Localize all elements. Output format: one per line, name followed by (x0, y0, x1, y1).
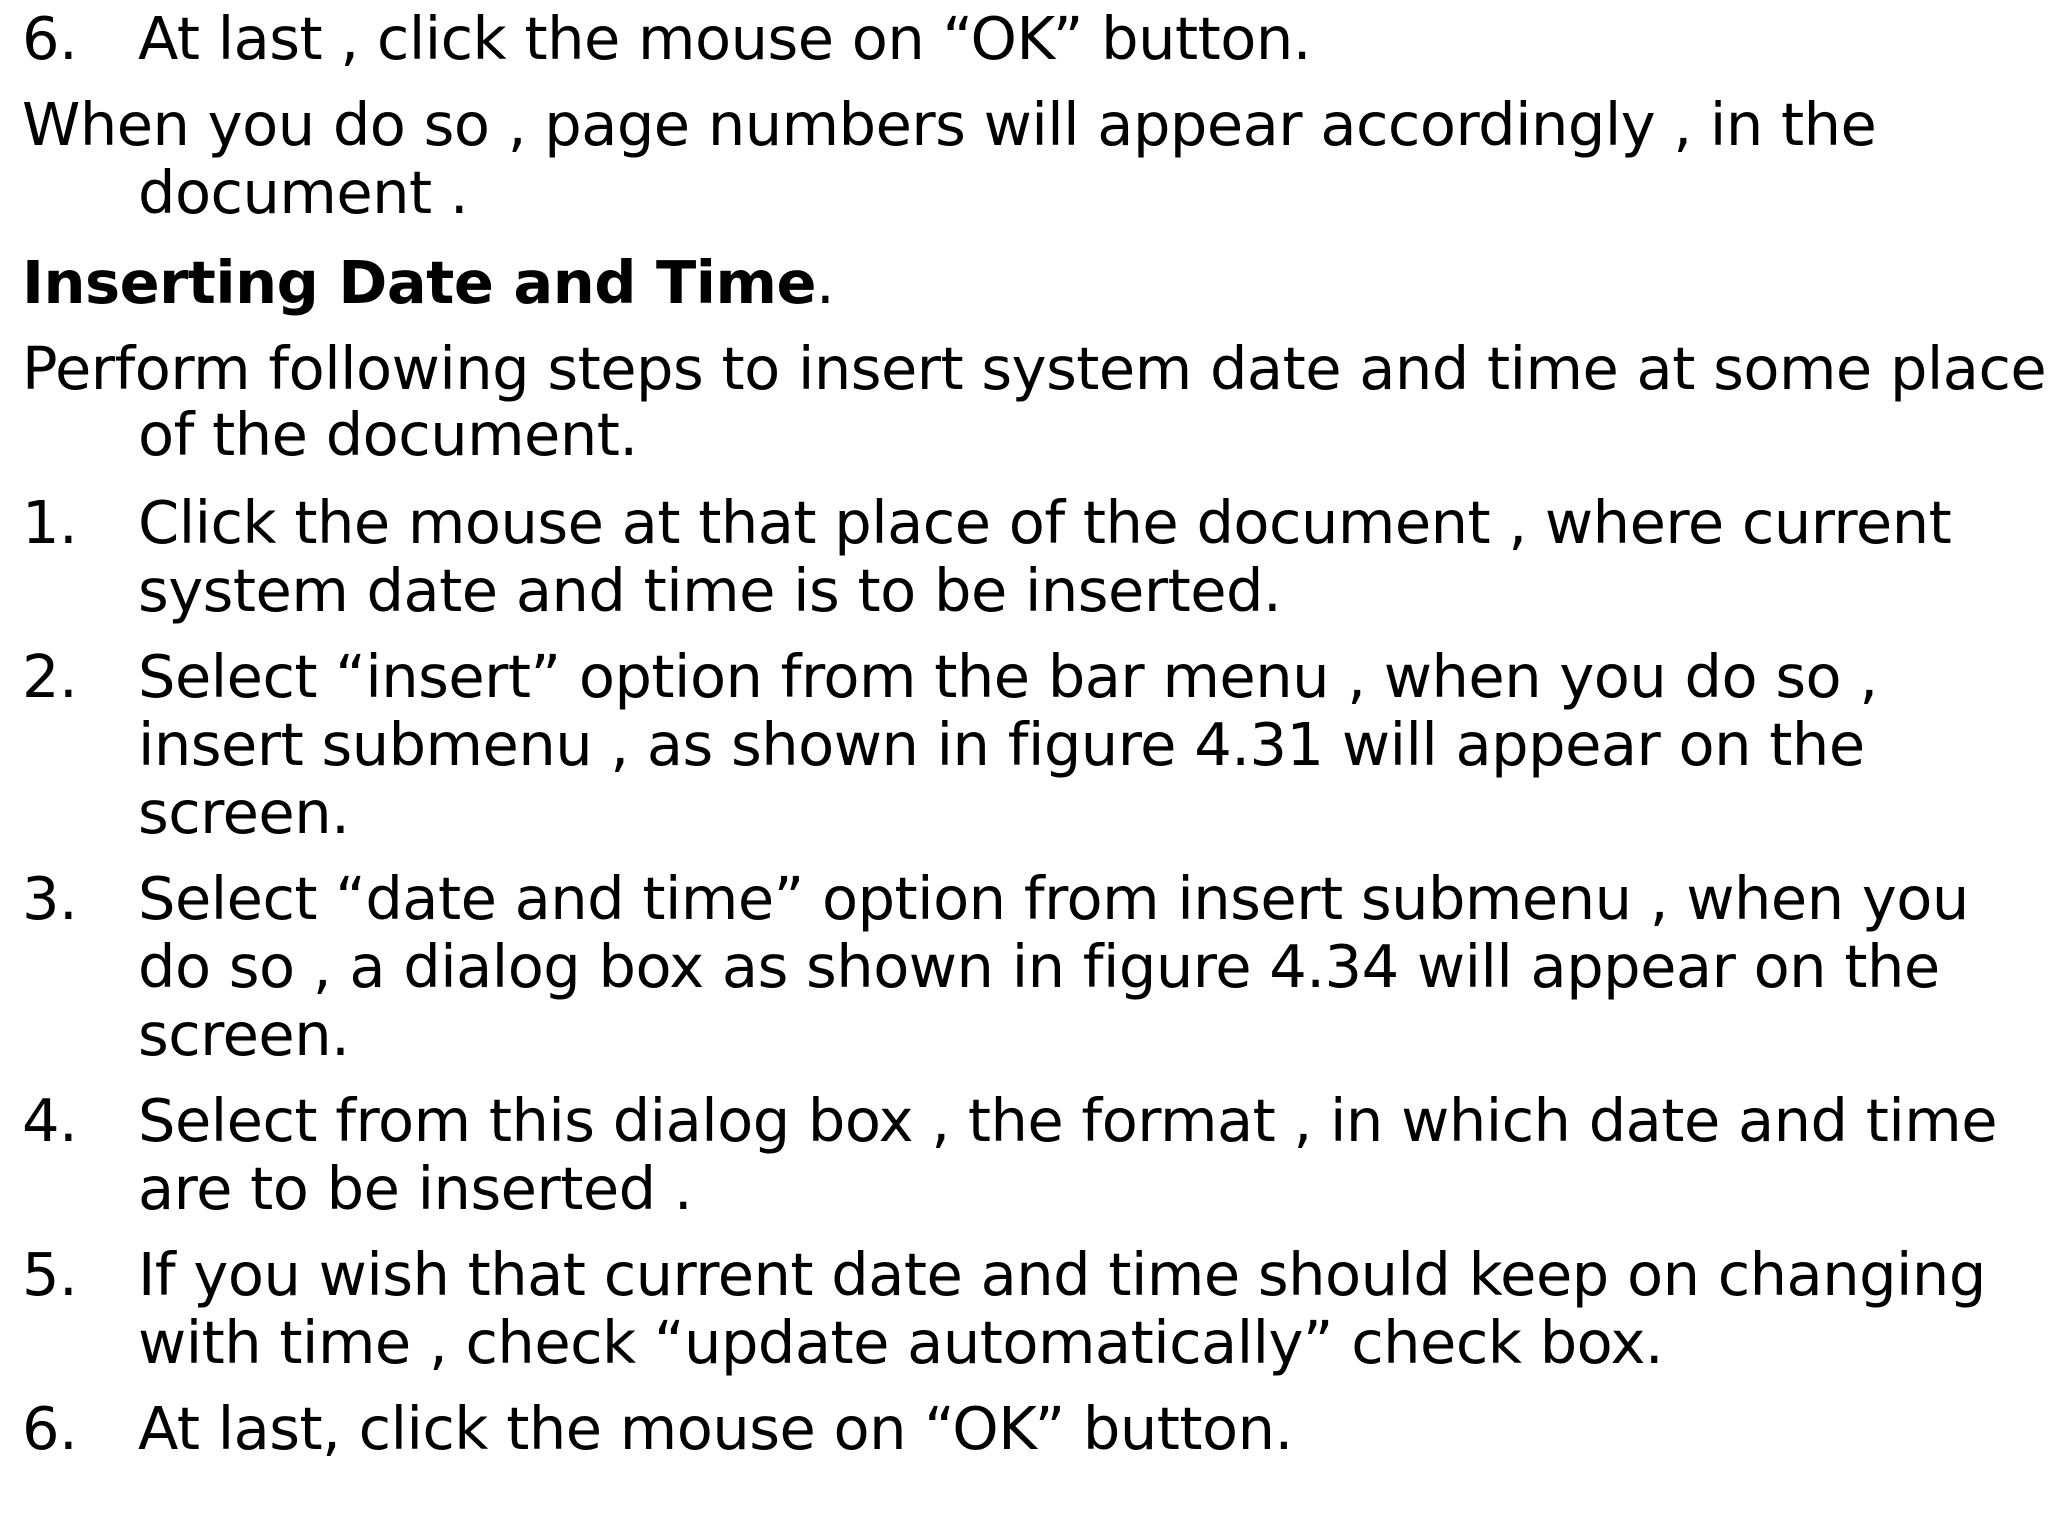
paragraph-line: Perform following steps to insert system date and time at some place (22, 334, 2047, 403)
list-text: Select from this dialog box , the format , in which date and time (138, 1086, 1998, 1155)
list-continuation: with time , check “update automatically” check box. (138, 1308, 1664, 1377)
paragraph-line: When you do so , page numbers will appear accordingly , in the (22, 90, 1877, 159)
list-continuation: screen. (138, 1000, 350, 1069)
section-heading (22, 248, 2032, 317)
list-number: 6. (22, 4, 78, 73)
list-number: 6. (22, 1394, 78, 1463)
list-item-3 (22, 864, 2032, 933)
list-item-4 (22, 1086, 2032, 1155)
list-text: Select “date and time” option from insert submenu , when you (138, 864, 1969, 933)
list-number: 3. (22, 864, 78, 933)
list-text: At last , click the mouse on “OK” button. (138, 4, 1312, 73)
list-text: At last, click the mouse on “OK” button. (138, 1394, 1293, 1463)
list-item-2 (22, 642, 2032, 711)
heading-text: Inserting Date and Time (22, 248, 816, 317)
list-continuation: insert submenu , as shown in figure 4.31 will appear on the (138, 710, 1865, 779)
heading-period: . (816, 248, 835, 317)
list-item-6-previous (22, 4, 2032, 73)
list-item-5 (22, 1240, 2032, 1309)
list-text: If you wish that current date and time should keep on changing (138, 1240, 1986, 1309)
list-text: Click the mouse at that place of the document , where current (138, 488, 1952, 557)
list-number: 1. (22, 488, 78, 557)
list-number: 4. (22, 1086, 78, 1155)
list-continuation: system date and time is to be inserted. (138, 556, 1282, 625)
list-item-6 (22, 1394, 2032, 1463)
list-number: 5. (22, 1240, 78, 1309)
list-continuation: screen. (138, 778, 350, 847)
list-item-1 (22, 488, 2032, 557)
list-continuation: are to be inserted . (138, 1154, 693, 1223)
list-text: Select “insert” option from the bar menu , when you do so , (138, 642, 1878, 711)
paragraph-line: of the document. (138, 400, 638, 469)
paragraph-line: document . (138, 158, 469, 227)
list-continuation: do so , a dialog box as shown in figure 4.34 will appear on the (138, 932, 1940, 1001)
list-number: 2. (22, 642, 78, 711)
